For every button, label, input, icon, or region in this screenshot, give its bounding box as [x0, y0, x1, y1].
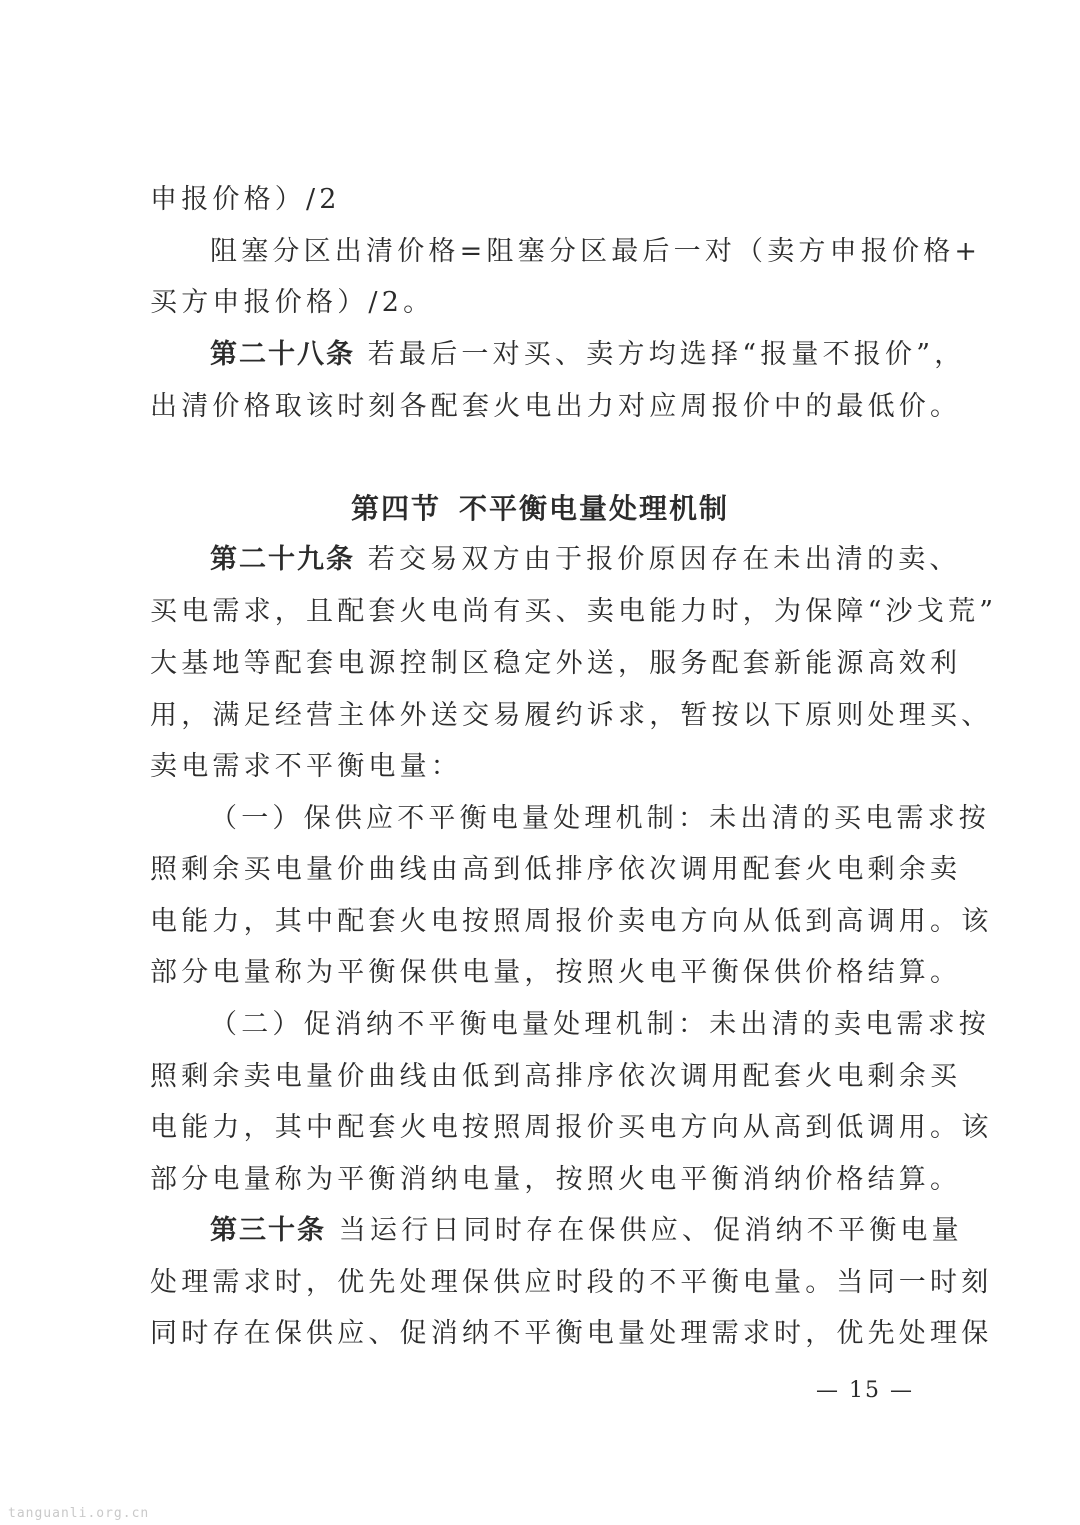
- text-line: 出清价格取该时刻各配套火电出力对应周报价中的最低价。: [150, 391, 962, 422]
- text-line: 电能力，其中配套火电按照周报价买电方向从高到低调用。该: [150, 1112, 993, 1143]
- article-30-label: 第三十条: [210, 1215, 326, 1246]
- text-line: 买电需求，且配套火电尚有买、卖电能力时，为保障“沙戈荒”: [150, 596, 998, 627]
- text-line: 同时存在保供应、促消纳不平衡电量处理需求时，优先处理保: [150, 1318, 993, 1349]
- text-line: 大基地等配套电源控制区稳定外送，服务配套新能源高效利: [150, 648, 962, 679]
- article-29-text: 若交易双方由于报价原因存在未出清的卖、: [367, 544, 961, 575]
- watermark: tanguanli.org.cn: [8, 1506, 150, 1521]
- text-line: 部分电量称为平衡保供电量，按照火电平衡保供价格结算。: [150, 957, 962, 988]
- article-30-line: [210, 1211, 963, 1251]
- text-line: 照剩余买电量价曲线由高到低排序依次调用配套火电剩余卖: [150, 854, 962, 885]
- article-29-line: [210, 540, 961, 580]
- text-line: 阻塞分区出清价格=阻塞分区最后一对（卖方申报价格+: [210, 236, 982, 267]
- text-line: 卖电需求不平衡电量：: [150, 751, 462, 782]
- section-heading: [0, 489, 1080, 529]
- text-line: 处理需求时，优先处理保供应时段的不平衡电量。当同一时刻: [150, 1267, 993, 1298]
- text-line: 用，满足经营主体外送交易履约诉求，暂按以下原则处理买、: [150, 700, 993, 731]
- text-line: 照剩余卖电量价曲线由低到高排序依次调用配套火电剩余买: [150, 1061, 962, 1092]
- text-line: （二）促消纳不平衡电量处理机制：未出清的卖电需求按: [210, 1009, 990, 1040]
- section-title: 不平衡电量处理机制: [459, 492, 730, 525]
- article-28-text: 若最后一对买、卖方均选择“报量不报价”，: [367, 339, 966, 370]
- article-29-label: 第二十九条: [210, 544, 355, 575]
- article-28-line: [210, 335, 966, 375]
- text-line: （一）保供应不平衡电量处理机制：未出清的买电需求按: [210, 803, 990, 834]
- article-30-text: 当运行日同时存在保供应、促消纳不平衡电量: [338, 1215, 963, 1246]
- page-number: — 15 —: [816, 1378, 914, 1403]
- text-line: 申报价格）/2: [150, 184, 341, 215]
- text-line: 电能力，其中配套火电按照周报价卖电方向从低到高调用。该: [150, 906, 993, 937]
- text-line: 买方申报价格）/2。: [150, 287, 435, 318]
- article-28-label: 第二十八条: [210, 339, 355, 370]
- section-label: 第四节: [350, 492, 441, 525]
- text-line: 部分电量称为平衡消纳电量，按照火电平衡消纳价格结算。: [150, 1164, 962, 1195]
